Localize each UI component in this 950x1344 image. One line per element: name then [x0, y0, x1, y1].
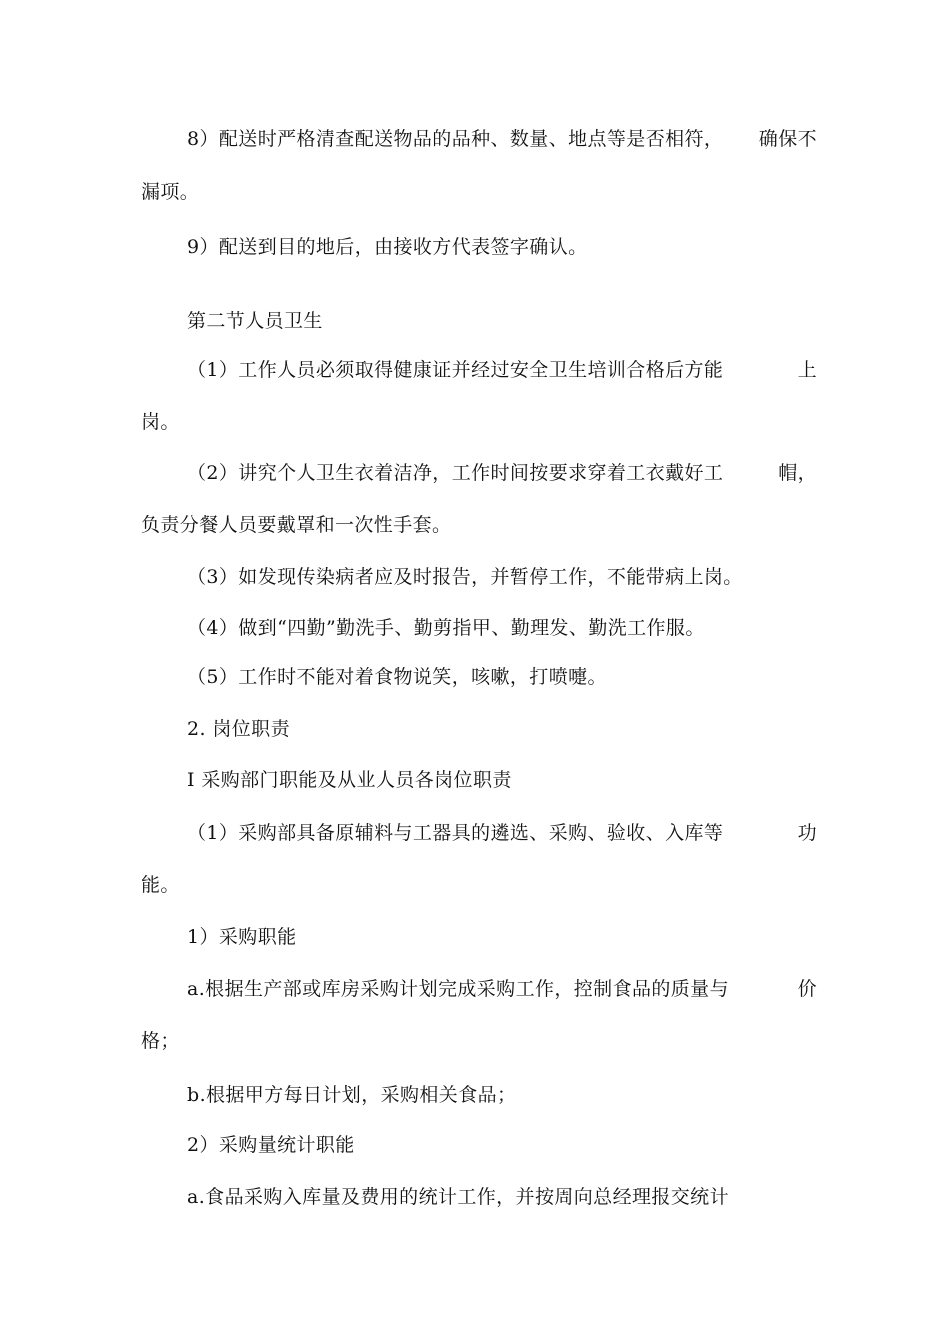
statistics-a: a.食品采购入库量及费用的统计工作，并按周向总经理报交统计	[187, 1186, 729, 1208]
procurement-a-tail: 价	[797, 978, 817, 1000]
procurement-item-1-tail: 功	[797, 822, 817, 844]
hygiene-item-2-tail: 帽，	[778, 462, 817, 484]
list-item-1: 1）采购职能	[187, 926, 297, 948]
hygiene-item-2-line-1	[187, 461, 817, 485]
heading-2: 2. 岗位职责	[187, 718, 290, 740]
procurement-item-1-text: （1）采购部具备原辅料与工器具的遴选、采购、验收、入库等	[187, 822, 724, 844]
hygiene-item-1-text: （1）工作人员必须取得健康证并经过安全卫生培训合格后方能	[187, 359, 724, 381]
procurement-item-1-line-1	[187, 821, 817, 845]
paragraph-8-line-1	[187, 127, 817, 151]
hygiene-item-4: （4）做到“四勤”勤洗手、勤剪指甲、勤理发、勤洗工作服。	[187, 617, 705, 639]
hygiene-item-2-line-2: 负责分餐人员要戴罩和一次性手套。	[141, 514, 452, 536]
hygiene-item-1-line-1	[187, 358, 817, 382]
procurement-item-1-line-2: 能。	[141, 874, 180, 896]
paragraph-8-text: 8）配送时严格清查配送物品的品种、数量、地点等是否相符，	[187, 128, 724, 150]
subheading: I 采购部门职能及从业人员各岗位职责	[187, 769, 512, 791]
hygiene-item-1-tail: 上	[797, 359, 817, 381]
paragraph-9: 9）配送到目的地后，由接收方代表签字确认。	[187, 236, 588, 258]
procurement-a-text: a.根据生产部或库房采购计划完成采购工作，控制食品的质量与	[187, 978, 729, 1000]
hygiene-item-5: （5）工作时不能对着食物说笑，咳嗽，打喷嚏。	[187, 666, 607, 688]
procurement-a-line-2: 格；	[141, 1030, 180, 1052]
section-title: 第二节人员卫生	[187, 310, 323, 332]
hygiene-item-2-text: （2）讲究个人卫生衣着洁净，工作时间按要求穿着工衣戴好工	[187, 462, 724, 484]
paragraph-8-tail: 确保不	[758, 128, 817, 150]
paragraph-8-line-2: 漏项。	[141, 181, 200, 203]
procurement-a-line-1	[187, 977, 817, 1001]
hygiene-item-1-line-2: 岗。	[141, 411, 180, 433]
hygiene-item-3: （3）如发现传染病者应及时报告，并暂停工作，不能带病上岗。	[187, 566, 743, 588]
procurement-b: b.根据甲方每日计划，采购相关食品；	[187, 1084, 517, 1106]
list-item-2: 2）采购量统计职能	[187, 1134, 355, 1156]
